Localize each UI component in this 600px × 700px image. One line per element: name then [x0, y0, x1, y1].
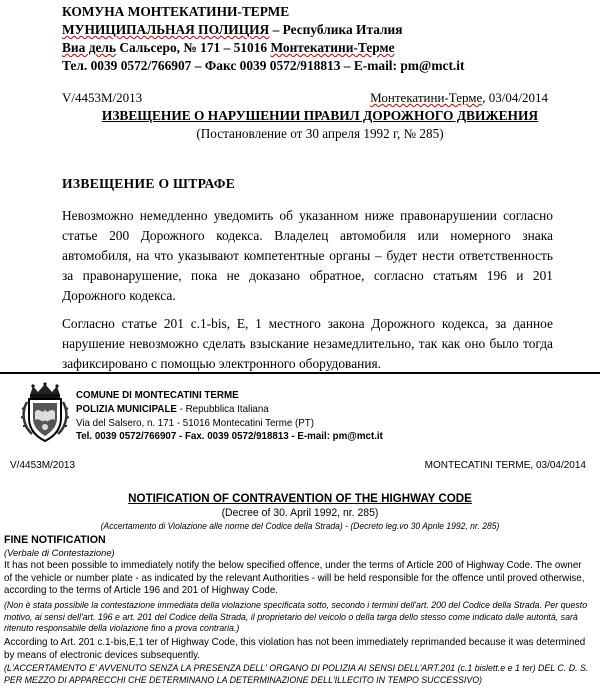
en-paragraph-1-italian: (Non è stata possibile la contestazione immediata della violazione specificata sotto, secondo i termini dell'art. 200 del Codice della Strada. Per questo motivo, ai sensi dell'art. 196 e art. 201 del Codice della Strada, il proprietario del veicolo o della targa dello stesso come indicato dalle autorità, sarà ritenuto responsabile della violazione fino a prova contraria.) [4, 600, 588, 634]
ru-header-line2 [62, 21, 402, 39]
coat-of-arms-icon [20, 382, 70, 444]
en-header-address: Via del Salsero, n. 171 - 51016 Montecatini Terme (PT) [76, 418, 314, 429]
ru-paragraph-2: Согласно статье 201 с.1-bis, E, 1 местного закона Дорожного кодекса, за данное нарушение невозможно сделать взыскание незамедлительно, так как оно было тогда зафиксировано с помощью электронного оборудования. [62, 316, 553, 371]
ru-paragraph-1: Невозможно немедленно уведомить об указанном ниже правонарушении согласно статье 200 Дорожного кодекса. Владелец автомобиля или номерного знака автомобиля, на что указывают компетентные органы – будет нести ответственность за правонарушение, пока не доказано обратное, согласно статьям 196 и 201 Дорожного кодекса. [62, 208, 553, 303]
ru-header-street-b: Сальсеро, № 171 – 51016 [116, 40, 271, 55]
ru-header-line3 [62, 39, 395, 57]
en-title: NOTIFICATION OF CONTRAVENTION OF THE HIGHWAY CODE [128, 491, 472, 505]
en-paragraph-2: According to Art. 201 c.1-bis,E,1 ter of Highway Code, this violation has not been immediately reprimanded because it was determined by means of electronic devices subsequently. [4, 637, 586, 661]
en-paragraph-2-italian: (L'ACCERTAMENTO E' AVVENUTO SENZA LA PRESENZA DELL' ORGANO DI POLIZIA AI SENSI DELL'ART.201 (c.1 bislett.e e 1 ter) DEL C. D. S. PER MEZZO DI APPARECCHI CHE DETERMINANO LA DETERMINAZIONE DELL'ILLECITO IN TEMPO SUCCESSIVO) [4, 663, 589, 685]
en-header-republic: - Repubblica Italiana [176, 404, 269, 415]
en-section-heading: FINE NOTIFICATION [4, 534, 106, 546]
ru-place-date [370, 90, 548, 106]
en-header-police: POLIZIA MUNICIPALE [76, 404, 177, 415]
en-header-line2 [76, 403, 269, 416]
ru-subtitle: (Постановление от 30 апреля 1992 г, № 285) [196, 126, 444, 141]
ru-title: ИЗВЕЩЕНИЕ О НАРУШЕНИИ ПРАВИЛ ДОРОЖНОГО ДВИЖЕНИЯ [101, 108, 539, 123]
ru-date: , 03/04/2014 [482, 90, 548, 105]
en-header-line1: COMUNE DI MONTECATINI TERME [76, 390, 239, 401]
ru-header-street-a: Виа дель [62, 40, 117, 55]
ru-reference-number: V/4453M/2013 [62, 90, 143, 105]
ru-header-contacts: Тел. 0039 0572/766907 – Факс 0039 0572/918813 – E-mail: pm@mct.it [62, 58, 465, 73]
ru-header-police: МУНИЦИПАЛЬНАЯ ПОЛИЦИЯ [62, 22, 270, 37]
en-reference-number: V/4453M/2013 [10, 460, 76, 471]
en-place-date: MONTECATINI TERME, 03/04/2014 [424, 460, 586, 471]
en-paragraph-1: It has not been possible to immediately notify the below specified offence, under the terms of Article 200 of Highway Code. The owner of the vehicle or number plate - as indicated by the relevant Authorities - will be held responsible for the offence until proved otherwise, according to the terms of Article 196 and 201 of Highway Code. [4, 560, 585, 597]
ru-section-heading: ИЗВЕЩЕНИЕ О ШТРАФЕ [62, 176, 236, 191]
ru-place-city: Монтекатини-Терме [370, 90, 483, 105]
ru-header-republic: – Республика Италия [269, 22, 403, 37]
ru-header-line1: КОМУНА МОНТЕКАТИНИ-ТЕРМЕ [62, 4, 290, 19]
english-notice [0, 374, 600, 700]
en-header-contacts: Tel. 0039 0572/766907 - Fax. 0039 0572/918813 - E-mail: pm@mct.it [76, 431, 383, 442]
ru-header-city: Монтекатини-Терме [270, 40, 395, 55]
en-decree: (Decree of 30. April 1992, nr. 285) [221, 507, 379, 519]
en-decree-italian: (Accertamento di Violazione alle norme del Codice della Strada) - (Decreto leg.vo 30 Aprile 1992, nr. 285) [100, 521, 500, 531]
en-section-italian: (Verbale di Contestazione) [4, 547, 115, 558]
